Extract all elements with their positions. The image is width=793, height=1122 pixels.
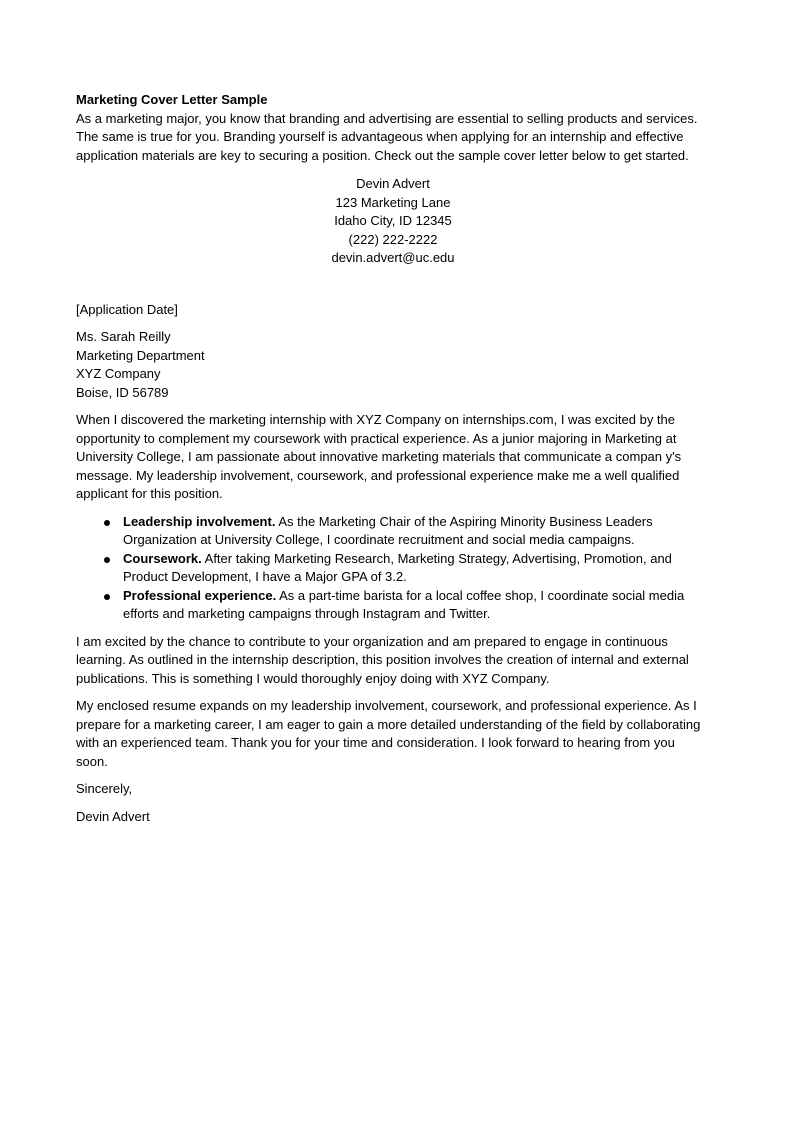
document-page [76,91,710,835]
bullet-icon [104,557,110,563]
qualifications-list [76,513,710,624]
bullet-heading: Coursework. [123,550,202,566]
recipient-city: Boise, ID 56789 [76,384,169,400]
recipient-name: Ms. Sarah Reilly [76,329,171,344]
bullet-heading: Leadership involvement. [123,513,276,529]
sender-address-block [76,175,710,268]
sender-street: 123 Marketing Lane [335,194,451,210]
sender-name: Devin Advert [356,176,430,191]
document-title: Marketing Cover Letter Sample [76,92,268,107]
body-paragraph-2: I am excited by the chance to contribute to your organization and am prepared to engage in continuous learning. As outlined in the internship description, this position involves the creation of internal and external publications. This is something I would thoroughly enjoy doing with XYZ Company. [76,633,689,686]
bullet-text: As a part-time barista for a local coffee shop, I coordinate social media efforts and marketing campaigns through Instagram and Twitter. [123,587,685,621]
sender-email: devin.advert@uc.edu [331,250,455,265]
application-date: [Application Date] [76,301,178,317]
recipient-company: XYZ Company [76,366,161,381]
bullet-icon [104,594,110,600]
list-item [76,587,710,624]
body-paragraph-1: When I discovered the marketing internship with XYZ Company on internships.com, I was excited by the opportunity to complement my coursework with practical experience. As a junior majoring in Marketing at University College, I am passionate about innovative marketing materials that communicate a compan y's message. My leadership involvement, coursework, and professional experience make me a well qualified applicant for this position. [76,412,682,501]
signature-name: Devin Advert [76,808,150,824]
intro-paragraph: As a marketing major, you know that branding and advertising are essential to selling products and services. The same is true for you. Branding yourself is advantageous when applying for an internship and effective application materials are key to securing a position. Check out the sample cover letter below to get started. [76,110,698,163]
list-item [76,550,710,587]
bullet-heading: Professional experience. [123,587,277,603]
bullet-icon [104,520,110,526]
body-paragraph-3: My enclosed resume expands on my leadership involvement, coursework, and professional experience. As I prepare for a marketing career, I am eager to gain a more detailed understanding of the field by collaborating with an experienced team. Thank you for your time and consideration. I look forward to hearing from you soon. [76,698,701,769]
closing: Sincerely, [76,781,133,796]
sender-city: Idaho City, ID 12345 [334,213,452,228]
bullet-text: As the Marketing Chair of the Aspiring Minority Business Leaders Organization at University College, I coordinate recruitment and social media campaigns. [123,513,653,547]
bullet-text: After taking Marketing Research, Marketing Strategy, Advertising, Promotion, and Product Development, I have a Major GPA of 3.2. [123,550,672,584]
recipient-address-block [76,328,710,402]
sender-phone: (222) 222-2222 [348,231,438,247]
recipient-department: Marketing Department [76,347,205,363]
list-item [76,513,710,550]
